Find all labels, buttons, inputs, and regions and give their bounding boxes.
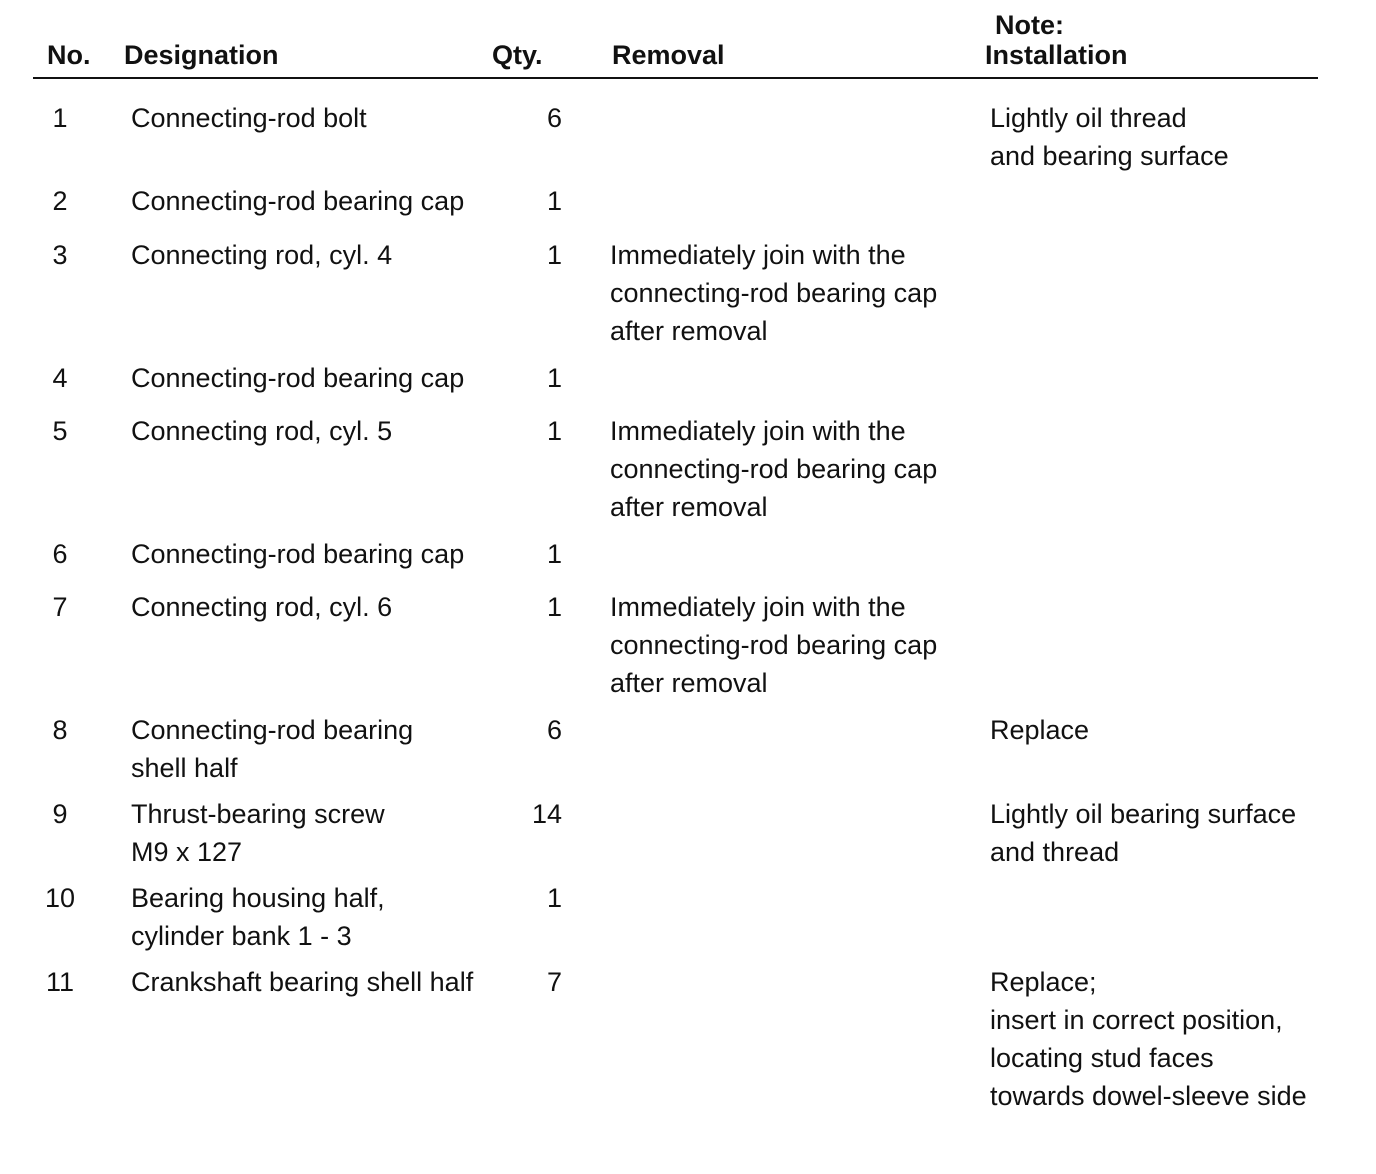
row-number: 5 [52, 416, 68, 446]
row-number: 1 [52, 103, 68, 133]
row-installation-note: Replace [990, 715, 1090, 745]
row-quantity: 1 [546, 240, 562, 270]
row-designation: Connecting-rod bolt [131, 103, 367, 133]
row-designation: Crankshaft bearing shell half [131, 967, 474, 997]
row-designation: Connecting-rod bearing cap [131, 363, 465, 393]
row-installation-note: Replace; insert in correct position, locating stud faces towards dowel-sleeve side [990, 967, 1307, 1111]
header-removal: Removal [612, 40, 725, 70]
header-no: No. [47, 40, 91, 70]
row-quantity: 1 [546, 186, 562, 216]
row-designation: Connecting-rod bearing shell half [131, 715, 414, 783]
row-installation-note: Lightly oil bearing surface and thread [990, 799, 1297, 867]
row-number: 9 [52, 799, 68, 829]
row-number: 8 [52, 715, 68, 745]
row-designation: Connecting rod, cyl. 4 [131, 240, 393, 270]
row-quantity: 1 [546, 883, 562, 913]
row-designation: Thrust-bearing screw M9 x 127 [131, 799, 385, 867]
row-quantity: 1 [546, 363, 562, 393]
row-removal-note: Immediately join with the connecting-rod bearing cap after removal [610, 240, 938, 346]
row-number: 4 [52, 363, 68, 393]
row-designation: Connecting rod, cyl. 5 [131, 416, 393, 446]
row-designation: Bearing housing half, cylinder bank 1 - 3 [131, 883, 385, 951]
row-designation: Connecting-rod bearing cap [131, 186, 465, 216]
header-note: Note: [995, 10, 1064, 40]
row-removal-note: Immediately join with the connecting-rod bearing cap after removal [610, 592, 938, 698]
row-quantity: 7 [546, 967, 562, 997]
row-number: 3 [52, 240, 68, 270]
row-quantity: 14 [531, 799, 562, 829]
row-designation: Connecting rod, cyl. 6 [131, 592, 393, 622]
row-number: 11 [45, 967, 75, 997]
row-quantity: 6 [546, 715, 562, 745]
header-installation: Installation [985, 40, 1128, 70]
header-qty: Qty. [492, 40, 543, 70]
row-installation-note: Lightly oil thread and bearing surface [990, 103, 1229, 171]
row-quantity: 6 [546, 103, 562, 133]
row-quantity: 1 [546, 416, 562, 446]
row-designation: Connecting-rod bearing cap [131, 539, 465, 569]
row-number: 10 [44, 883, 76, 913]
row-number: 7 [52, 592, 68, 622]
header-divider [33, 77, 1318, 79]
row-quantity: 1 [546, 539, 562, 569]
row-number: 6 [52, 539, 68, 569]
row-number: 2 [52, 186, 68, 216]
row-removal-note: Immediately join with the connecting-rod bearing cap after removal [610, 416, 938, 522]
header-designation: Designation [124, 40, 279, 70]
row-quantity: 1 [546, 592, 562, 622]
